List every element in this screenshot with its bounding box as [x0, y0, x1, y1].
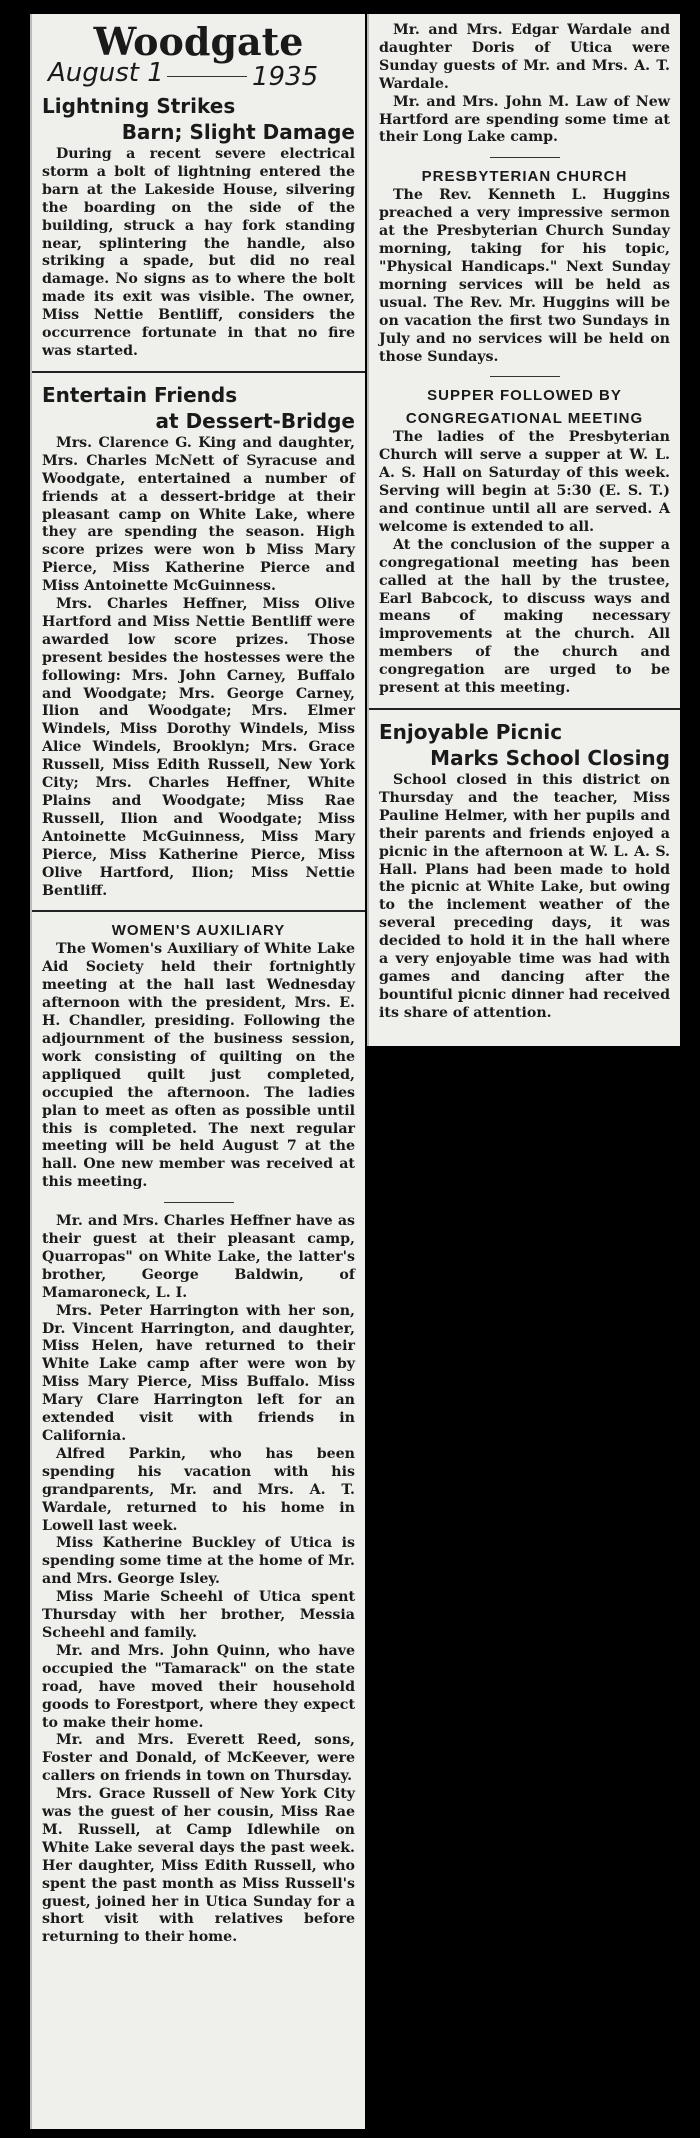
divider: [369, 708, 680, 710]
headline-lightning-line1: Lightning Strikes: [42, 94, 236, 118]
masthead: Woodgate: [93, 19, 304, 64]
article-paragraph: School closed in this district on Thursday and the teacher, Miss Pauline Helmer, with her pupils and their parents and friends enjoyed a picnic in the afternoon at W. L. A. S. Hall. Plans had been made to hold the picnic at White Lake, but owing to the inclement weather of the several preceding days, it was decided to hold it in the hall where a very enjoyable time was had with games and dancing after the bountiful picnic dinner had received its share of attention.: [379, 772, 670, 1021]
date-dash: [167, 76, 247, 77]
subhead-supper-line2: CONGREGATIONAL MEETING: [405, 410, 644, 428]
subhead-supper-line1: SUPPER FOLLOWED BY: [427, 387, 622, 405]
brief-item: Mr. and Mrs. John Quinn, who have occupied the "Tamarack" on the state road, have moved their household goods to Forestport, where they expect to make their home.: [42, 1642, 355, 1731]
brief-item: Miss Katherine Buckley of Utica is spending some time at the home of Mr. and Mrs. George Isley.: [42, 1535, 355, 1588]
right-column: [367, 14, 680, 1046]
brief-item: Miss Marie Scheehl of Utica spent Thursday with her brother, Messia Scheehl and family.: [42, 1589, 355, 1641]
article-paragraph: During a recent severe electrical storm a bolt of lightning entered the barn at the Lakeside House, silvering the boarding on the side of the building, struck a hay fork standing near, splintering the handle, also striking a spade, but did no real damage. No signs as to where the bolt made its exit was visible. The owner, Miss Nettie Bentliff, considers the occurrence fortunate in that no fire was started.: [42, 146, 355, 359]
brief-item: Mrs. Peter Harrington with her son, Dr. Vincent Harrington, and daughter, Miss Helen, have returned to their White Lake camp after were won by Miss Mary Pierce, Miss Buffalo. Miss Mary Clare Harrington left for an extended visit with friends in California.: [42, 1302, 355, 1444]
headline-picnic-line1: Enjoyable Picnic: [379, 720, 563, 744]
article-paragraph: Mrs. Clarence G. King and daughter, Mrs. Charles McNett of Syracuse and Woodgate, entertained a number of friends at a dessert-bridge at their pleasant camp on White Lake, where they are spending the season. High score prizes were won b Miss Mary Pierce, Miss Katherine Pierce and Miss Antoinette McGuinness.: [42, 434, 355, 595]
brief-item: Mr. and Mrs. John M. Law of New Hartford are spending some time at their Long Lake camp.: [379, 93, 670, 146]
brief-item: Mr. and Mrs. Everett Reed, sons, Foster and Donald, of McKeever, were callers on friends in town on Thursday.: [42, 1732, 355, 1785]
article-paragraph: The Rev. Kenneth L. Huggins preached a very impressive sermon at the Presbyterian Church Sunday morning, taking for his topic, "Physical Handicaps." Next Sunday morning services will be held as usual. The Rev. Mr. Huggins will be on vacation the first two Sundays in July and no services will be held on those Sundays.: [379, 187, 670, 365]
article-paragraph: The ladies of the Presbyterian Church will serve a supper at W. L. A. S. Hall on Saturday of this week. Serving will begin at 5:30 (E. S. T.) and continue until all are served. A welcome is extended to all.: [379, 429, 670, 535]
headline-picnic-line2: Marks School Closing: [430, 746, 670, 770]
headline-lightning-line2: Barn; Slight Damage: [121, 120, 355, 144]
date-year: 1935: [252, 62, 319, 92]
divider: [164, 1202, 234, 1203]
brief-item: Mrs. Grace Russell of New York City was the guest of her cousin, Miss Rae M. Russell, at Camp Idlewhile on White Lake several days the past week. Her daughter, Miss Edith Russell, who spent the past month as Miss Russell's guest, joined her in Utica Sunday for a short visit with relatives before returning to their home.: [42, 1786, 355, 1946]
date-month-day: August 1: [48, 58, 164, 88]
article-paragraph: Mrs. Charles Heffner, Miss Olive Hartford and Miss Nettie Bentliff were awarded low score prizes. Those present besides the hostesses were the following: Mrs. John Carney, Buffalo and Woodgate; Mrs. George Carney, Ilion and Woodgate; Mrs. Elmer Windels, Miss Dorothy Windels, Miss Alice Windels, Brooklyn; Mrs. Grace Russell, Miss Edith Russell, New York City; Mrs. Charles Heffner, White Plains and Woodgate; Miss Rae Russell, Ilion and Woodgate; Miss Antoinette McGuinness, Miss Mary Pierce, Miss Katherine Pierce, Miss Olive Hartford, Ilion; Miss Nettie Bentliff.: [42, 596, 355, 899]
article-paragraph: At the conclusion of the supper a congregational meeting has been called at the hall by the trustee, Earl Babcock, to discuss ways and means of making necessary improvements at the church. All members of the church and congregation are urged to be present at this meeting.: [379, 536, 670, 697]
divider: [490, 376, 560, 377]
handwritten-date: [42, 58, 355, 92]
left-column: [30, 14, 365, 2129]
divider: [32, 371, 365, 373]
divider: [32, 910, 365, 912]
subhead-presbyterian-church: PRESBYTERIAN CHURCH: [421, 168, 628, 186]
brief-item: Mr. and Mrs. Charles Heffner have as their guest at their pleasant camp, Quarropas" on White Lake, the latter's brother, George Baldwin, of Mamaroneck, L. I.: [42, 1213, 355, 1301]
headline-entertain-line1: Entertain Friends: [42, 382, 238, 407]
headline-entertain-line2: at Dessert-Bridge: [155, 408, 355, 433]
divider: [490, 157, 560, 158]
brief-item: Alfred Parkin, who has been spending his vacation with his grandparents, Mr. and Mrs. A. T. Wardale, returned to his home in Lowell last week.: [42, 1445, 355, 1534]
subhead-womens-auxiliary: WOMEN'S AUXILIARY: [111, 922, 286, 940]
brief-item: Mr. and Mrs. Edgar Wardale and daughter Doris of Utica were Sunday guests of Mr. and Mrs. A. T. Wardale.: [379, 22, 670, 92]
article-paragraph: The Women's Auxiliary of White Lake Aid Society held their fortnightly meeting at the hall last Wednesday afternoon with the president, Mrs. E. H. Chandler, presiding. Following the adjournment of the business session, work consisting of quilting on the appliqued quilt just completed, occupied the afternoon. The ladies plan to meet as often as possible until this is completed. The next regular meeting will be held August 7 at the hall. One new member was received at this meeting.: [42, 941, 355, 1191]
